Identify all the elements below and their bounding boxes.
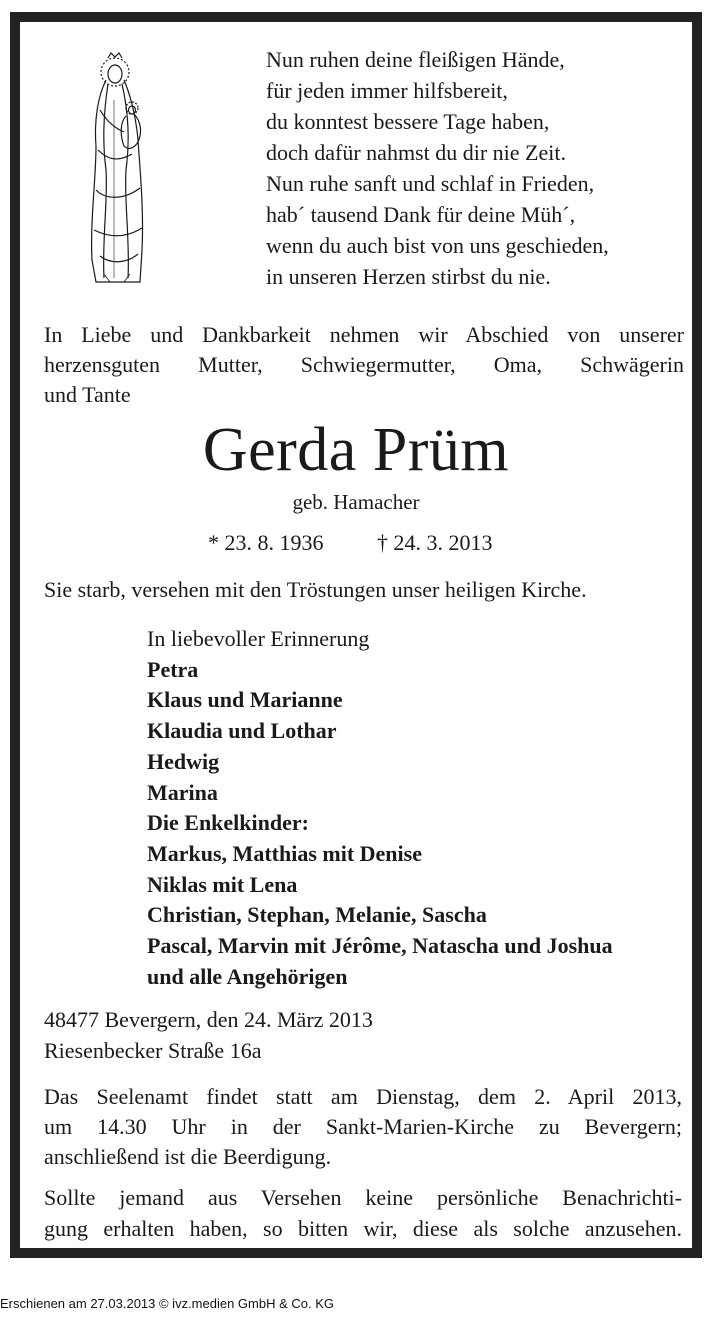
mourner-name: Petra (147, 656, 199, 682)
life-dates (208, 530, 493, 556)
mourner-name: Klaus und Marianne (147, 687, 343, 713)
mourner-name: Pascal, Marvin mit Jérôme, Natascha und Joshua (147, 933, 613, 959)
intro-line: und Tante (44, 382, 131, 407)
mourner-name: Klaudia und Lothar (147, 718, 337, 744)
deceased-name: Gerda Prüm (202, 416, 510, 484)
poem-line: wenn du auch bist von uns geschieden, (266, 233, 609, 258)
poem-line: hab´ tausend Dank für deine Müh´, (266, 202, 576, 227)
sacraments-text: Sie starb, versehen mit den Tröstungen unser heiligen Kirche. (44, 577, 587, 602)
poem-line: für jeden immer hilfsbereit, (266, 78, 508, 103)
mourner-name: Hedwig (147, 748, 220, 774)
mourner-name: Markus, Matthias mit Denise (147, 840, 422, 866)
mourner-name: Die Enkelkinder: (147, 810, 309, 836)
notification-note (44, 1182, 682, 1244)
address-line: Riesenbecker Straße 16a (44, 1038, 262, 1063)
madonna-and-child-icon (84, 50, 154, 286)
obituary-notice (10, 12, 702, 1258)
note-line: Sollte jemand aus Versehen keine persönliche Benachrichti- (44, 1185, 682, 1210)
mourner-name: Marina (147, 779, 218, 805)
poem-line: Nun ruhen deine fleißigen Hände, (266, 47, 565, 72)
poem-line: in unseren Herzen stirbst du nie. (266, 264, 551, 289)
poem-line: Nun ruhe sanft und schlaf in Frieden, (266, 171, 595, 196)
poem (266, 44, 609, 292)
intro-line: In Liebe und Dankbarkeit nehmen wir Abschied von unserer (44, 322, 684, 347)
mourners-heading: In liebevoller Erinnerung (147, 626, 370, 651)
intro-line: herzensguten Mutter, Schwiegermutter, Oma, Schwägerin (44, 352, 684, 377)
service-info (44, 1082, 682, 1172)
place-line: 48477 Bevergern, den 24. März 2013 (44, 1007, 373, 1032)
mourner-name: und alle Angehörigen (147, 963, 348, 989)
birth-date: * 23. 8. 1936 (208, 530, 324, 555)
poem-line: doch dafür nahmst du dir nie Zeit. (266, 140, 566, 165)
mourner-name: Niklas mit Lena (147, 871, 298, 897)
intro-text (44, 320, 684, 410)
publication-footer: Erschienen am 27.03.2013 © ivz.medien GmbH & Co. KG (0, 1296, 335, 1311)
service-line: um 14.30 Uhr in der Sankt-Marien-Kirche zu Bevergern; (44, 1114, 682, 1139)
maiden-name: geb. Hamacher (292, 490, 420, 514)
mourners-list (147, 624, 613, 992)
service-line: anschließend ist die Beerdigung. (44, 1144, 332, 1169)
death-date: † 24. 3. 2013 (377, 530, 493, 555)
mourner-name: Christian, Stephan, Melanie, Sascha (147, 902, 487, 928)
note-line: gung erhalten haben, so bitten wir, diese als solche anzusehen. (44, 1216, 682, 1241)
place-and-date (44, 1004, 373, 1066)
service-line: Das Seelenamt findet statt am Dienstag, dem 2. April 2013, (44, 1084, 682, 1109)
poem-line: du konntest bessere Tage haben, (266, 109, 550, 134)
